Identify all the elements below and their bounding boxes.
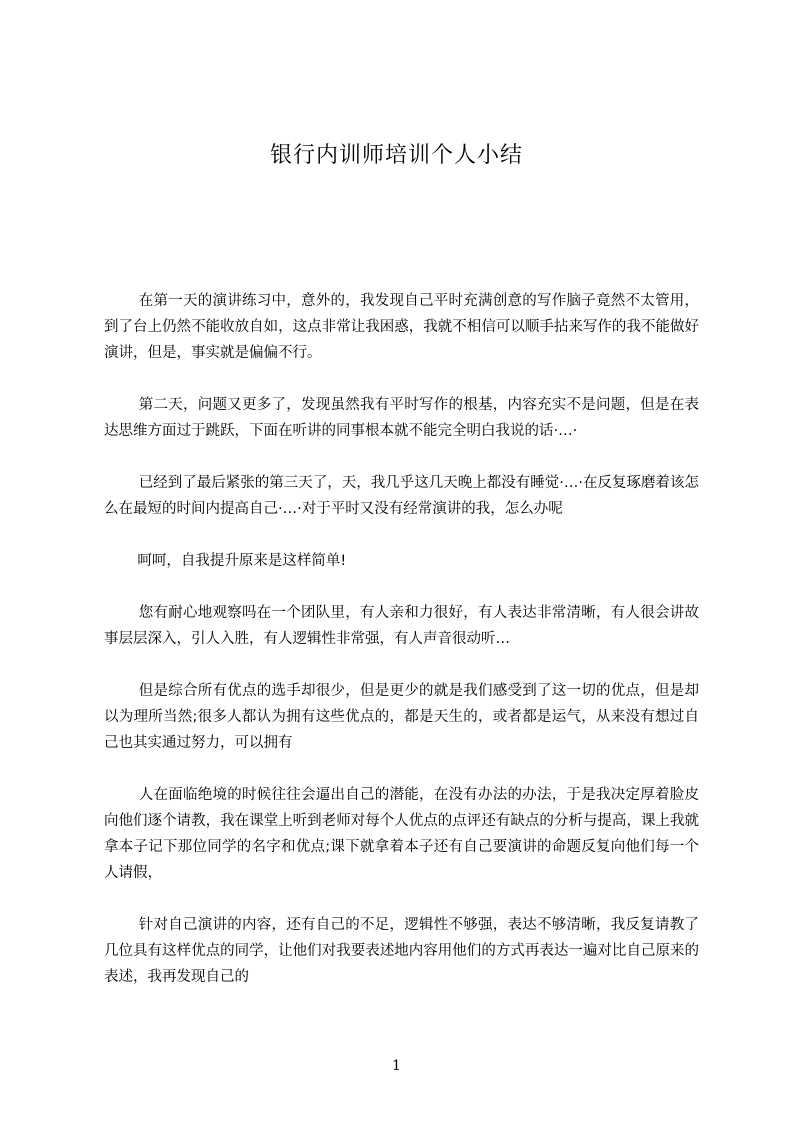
- paragraph: 人在面临绝境的时候往往会逼出自己的潜能，在没有办法的办法，于是我决定厚着脸皮向他们逐个请教，我在课堂上听到老师对每个人优点的点评还有缺点的分析与提高，课上我就拿本子记下那位同学的名字和优点;课下就拿着本子还有自己要演讲的命题反复向他们每一个人请假，: [104, 787, 699, 881]
- paragraph: 但是综合所有优点的选手却很少，但是更少的就是我们感受到了这一切的优点，但是却以为理所当然;很多人都认为拥有这些优点的，都是天生的，或者都是运气，从来没有想过自己也其实通过努力，可以拥有: [104, 683, 699, 751]
- page-number: 1: [392, 1058, 401, 1074]
- document-body: [104, 288, 699, 1016]
- paragraph: 您有耐心地观察吗在一个团队里，有人亲和力很好，有人表达非常清晰，有人很会讲故事层层深入，引人入胜，有人逻辑性非常强，有人声音很动听…: [104, 605, 699, 647]
- document-title: 银行内训师培训个人小结: [269, 143, 523, 168]
- paragraph: 在第一天的演讲练习中，意外的，我发现自己平时充满创意的写作脑子竟然不太管用，到了台上仍然不能收放自如，这点非常让我困惑，我就不相信可以顺手拈来写作的我不能做好演讲，但是，事实就是偏偏不行。: [104, 293, 699, 361]
- paragraph: 第二天，问题又更多了，发现虽然我有平时写作的根基，内容充实不是问题，但是在表达思维方面过于跳跃，下面在听讲的同事根本就不能完全明白我说的话·…·: [104, 397, 699, 439]
- paragraph: 针对自己演讲的内容，还有自己的不足，逻辑性不够强，表达不够清晰，我反复请教了几位具有这样优点的同学，让他们对我要表述地内容用他们的方式再表达一遍对比自己原来的表述，我再发现自己的: [104, 917, 699, 985]
- paragraph: 已经到了最后紧张的第三天了，天，我几乎这几天晚上都没有睡觉·…·在反复琢磨着该怎么在最短的时间内提高自己·…·对于平时又没有经常演讲的我，怎么办呢: [104, 475, 700, 517]
- paragraph: 呵呵，自我提升原来是这样简单!: [137, 553, 347, 569]
